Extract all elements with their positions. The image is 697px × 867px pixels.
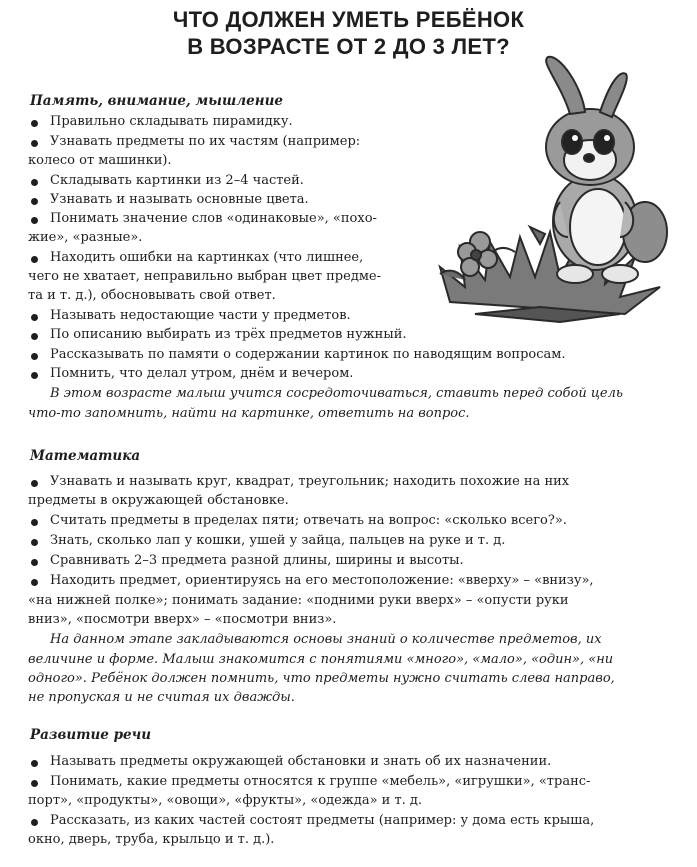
section-heading-speech: Развитие речи — [30, 727, 152, 743]
section-note: что-то запомнить, найти на картинке, ответить на вопрос. — [28, 406, 470, 421]
list-item-continuation: жие», «разные». — [28, 230, 143, 245]
list-item: Называть недостающие части у предметов. — [50, 308, 351, 323]
bullet — [31, 780, 38, 787]
section-note: В этом возрасте малыш учится сосредоточиваться, ставить перед собой цель — [50, 386, 623, 401]
list-item: Находить ошибки на картинках (что лишнее, — [50, 250, 364, 265]
list-item: Знать, сколько лап у кошки, ушей у зайца, пальцев на руке и т. д. — [50, 533, 506, 548]
bullet — [31, 353, 38, 360]
bullet — [31, 217, 38, 224]
bullet — [31, 559, 38, 566]
list-item-continuation: колесо от машинки). — [28, 153, 172, 168]
bullet — [31, 372, 38, 379]
bullet — [31, 519, 38, 526]
bullet — [31, 539, 38, 546]
list-item-continuation: вниз», «посмотри вверх» – «посмотри вниз». — [28, 612, 337, 627]
list-item: Находить предмет, ориентируясь на его местоположение: «вверху» – «внизу», — [50, 573, 594, 588]
bullet — [31, 314, 38, 321]
bullet — [31, 579, 38, 586]
list-item-continuation: порт», «продукты», «овощи», «фрукты», «одежда» и т. д. — [28, 793, 423, 808]
bullet — [31, 179, 38, 186]
bullet — [31, 120, 38, 127]
section-heading-math: Математика — [30, 448, 141, 464]
title-line-2: В ВОЗРАСТЕ ОТ 2 ДО 3 ЛЕТ? — [187, 34, 510, 59]
list-item: Узнавать и называть круг, квадрат, треугольник; находить похожие на них — [50, 474, 570, 489]
list-item-continuation: чего не хватает, неправильно выбран цвет предме- — [28, 269, 382, 284]
bullet — [31, 819, 38, 826]
list-item-continuation: та и т. д.), обосновывать свой ответ. — [28, 288, 276, 303]
bullet — [31, 256, 38, 263]
list-item: Узнавать и называть основные цвета. — [50, 192, 309, 207]
list-item: Сравнивать 2–3 предмета разной длины, ширины и высоты. — [50, 553, 464, 568]
bullet — [31, 198, 38, 205]
list-item: Понимать значение слов «одинаковые», «похо- — [50, 211, 377, 226]
title-line-1: ЧТО ДОЛЖЕН УМЕТЬ РЕБЁНОК — [172, 7, 525, 32]
bullet — [31, 333, 38, 340]
section-note: На данном этапе закладываются основы знаний о количестве предметов, их — [50, 632, 602, 647]
list-item-continuation: предметы в окружающей обстановке. — [28, 493, 289, 508]
list-item: Понимать, какие предметы относятся к группе «мебель», «игрушки», «транс- — [50, 774, 591, 789]
list-item: Называть предметы окружающей обстановки и знать об их назначении. — [50, 754, 552, 769]
list-item-continuation: «на нижней полке»; понимать задание: «подними руки вверх» – «опусти руки — [28, 593, 569, 608]
list-item: Рассказывать по памяти о содержании картинок по наводящим вопросам. — [50, 347, 566, 362]
bunny-illustration — [420, 52, 670, 327]
section-note: величине и форме. Малыш знакомится с понятиями «много», «мало», «один», «ни — [28, 652, 614, 667]
list-item: Правильно складывать пирамидку. — [50, 114, 293, 129]
section-heading-memory: Память, внимание, мышление — [30, 93, 283, 109]
bullet — [31, 140, 38, 147]
list-item: По описанию выбирать из трёх предметов нужный. — [50, 327, 407, 342]
bullet — [31, 480, 38, 487]
list-item: Считать предметы в пределах пяти; отвечать на вопрос: «сколько всего?». — [50, 513, 567, 528]
list-item: Помнить, что делал утром, днём и вечером. — [50, 366, 354, 381]
list-item: Складывать картинки из 2–4 частей. — [50, 173, 304, 188]
list-item: Узнавать предметы по их частям (например: — [50, 134, 361, 149]
section-note: одного». Ребёнок должен помнить, что предметы нужно считать слева направо, — [28, 671, 615, 686]
bullet — [31, 760, 38, 767]
list-item: Рассказать, из каких частей состоят предметы (например: у дома есть крыша, — [50, 813, 595, 828]
list-item-continuation: окно, дверь, труба, крыльцо и т. д.). — [28, 832, 275, 847]
section-note: не пропуская и не считая их дважды. — [28, 690, 295, 705]
